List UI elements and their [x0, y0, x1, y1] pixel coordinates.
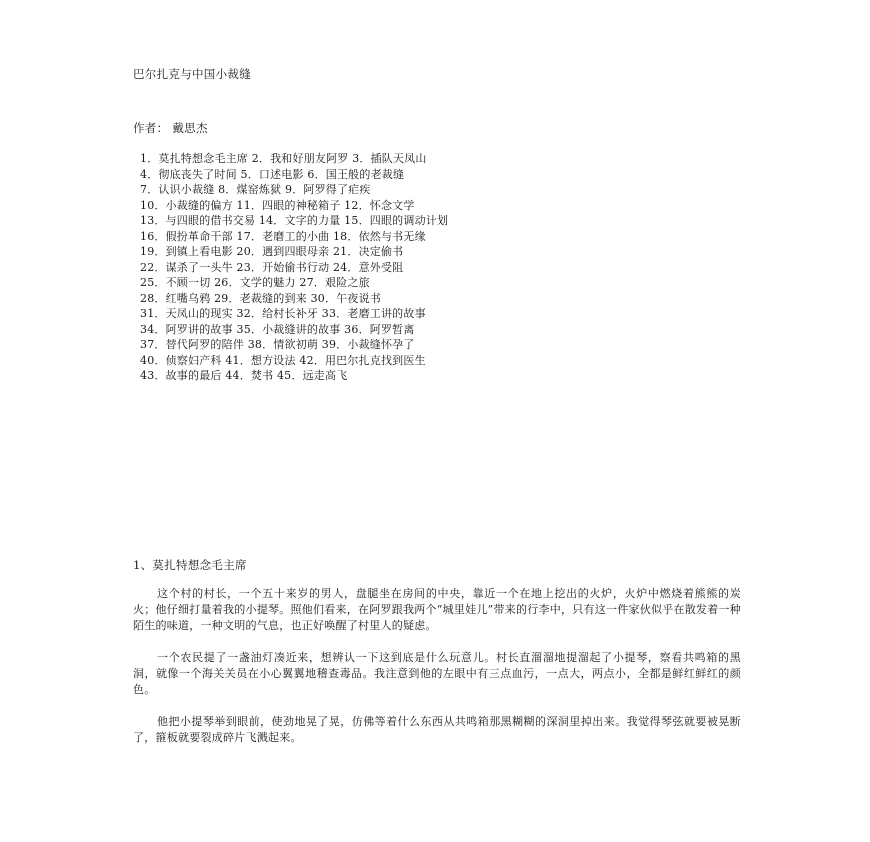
toc-line: 13．与四眼的借书交易 14．文字的力量 15．四眼的调动计划 [140, 214, 449, 227]
chapter-body [133, 586, 741, 762]
body-paragraph: 他把小提琴举到眼前，使劲地晃了晃，仿佛等着什么东西从共鸣箱那黑糊糊的深洞里掉出来。我觉得琴弦就要被晃断了，箍板就要裂成碎片飞溅起来。 [133, 715, 741, 744]
toc-line: 1．莫扎特想念毛主席 2．我和好朋友阿罗 3．插队天凤山 [140, 152, 427, 165]
body-paragraph: 这个村的村长，一个五十来岁的男人，盘腿坐在房间的中央，靠近一个在地上挖出的火炉，火炉中燃烧着熊熊的炭火；他仔细打量着我的小提琴。照他们看来，在阿罗跟我两个“城里娃儿”带来的行李中，只有这一件家伙似乎在散发着一种陌生的味道，一种文明的气息，也正好唤醒了村里人的疑虑。 [133, 587, 741, 632]
toc-line: 7．认识小裁缝 8．煤窑炼狱 9．阿罗得了疟疾 [140, 183, 371, 196]
toc-line: 37．替代阿罗的陪伴 38．情欲初萌 39．小裁缝怀孕了 [140, 338, 415, 351]
table-of-contents [140, 151, 760, 384]
toc-line: 34．阿罗讲的故事 35．小裁缝讲的故事 36．阿罗暂离 [140, 322, 415, 336]
author-line: 作者： 戴思杰 [133, 121, 208, 135]
toc-line: 19．到镇上看电影 20．遇到四眼母亲 21．决定偷书 [140, 245, 404, 258]
document-title: 巴尔扎克与中国小裁缝 [133, 67, 251, 81]
toc-line: 16．假扮革命干部 17．老磨工的小曲 18．依然与书无缘 [140, 229, 426, 243]
toc-line: 40．侦察妇产科 41．想方设法 42．用巴尔扎克找到医生 [140, 353, 426, 367]
toc-line: 10．小裁缝的偏方 11．四眼的神秘箱子 12．怀念文学 [140, 198, 415, 212]
toc-line: 22．谋杀了一头牛 23．开始偷书行动 24．意外受阻 [140, 260, 404, 274]
chapter-heading: 1、莫扎特想念毛主席 [133, 558, 247, 572]
toc-line: 28．红嘴乌鸦 29．老裁缝的到来 30．午夜说书 [140, 291, 381, 305]
toc-line: 43．故事的最后 44．焚书 45．远走高飞 [140, 369, 348, 382]
toc-line: 25．不顾一切 26．文学的魅力 27．艰险之旅 [140, 276, 370, 289]
body-paragraph: 一个农民提了一盏油灯凑近来，想辨认一下这到底是什么玩意儿。村长直溜溜地提溜起了小提琴，察看共鸣箱的黑洞，就像一个海关关员在小心翼翼地稽查毒品。我注意到他的左眼中有三点血污，一点大，两点小，全都是鲜红鲜红的颜色。 [133, 651, 741, 696]
toc-line: 4．彻底丧失了时间 5．口述电影 6．国王般的老裁缝 [140, 167, 405, 181]
toc-line: 31．天凤山的现实 32．给村长补牙 33．老磨工讲的故事 [140, 307, 426, 320]
